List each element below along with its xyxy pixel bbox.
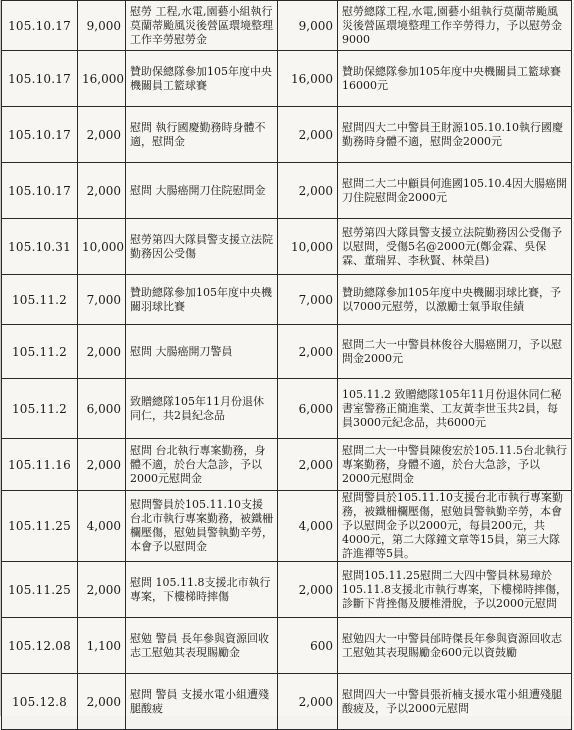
- row-note: 慰問警員於105.11.10支援台北市執行專案勤務，被鐵柵欄壓傷，慰勉員警執勤辛勞，本會予以慰問金予以2000元，每員200元，共4000元，第二大隊鐘文章等15員，第三大隊許進禪等5員。: [338, 491, 572, 562]
- row-note: 慰問105.11.25慰問二大四中警員林易璋於105.11.8支援北市執行專案，下樓梯時摔傷，診斷下背挫傷及腰椎滑脫，予以2000元慰問: [338, 562, 572, 618]
- row-date: 105.11.16: [2, 439, 78, 491]
- table-row: [2, 379, 572, 439]
- table-row: [2, 618, 572, 674]
- row-description: 致贈總隊105年11月份退休同仁，共2員紀念品: [126, 379, 278, 439]
- table-row: [2, 439, 572, 491]
- row-note: 105.11.2 致贈總隊105年11月份退休同仁秘書室警務正簡進業、工友黃李世玉共2員，每員3000元紀念品，共6000元: [338, 379, 572, 439]
- table-row: [2, 1, 572, 51]
- row-date: 105.12.8: [2, 674, 78, 730]
- row-paid-amount: 10,000: [278, 219, 338, 275]
- row-date: 105.10.31: [2, 219, 78, 275]
- row-note: 慰問二大一中警員陳俊宏於105.11.5台北執行專案勤務，身體不適，於台大急診，予以2000元慰問金: [338, 439, 572, 491]
- row-description: 贊助總隊參加105年度中央機關羽球比賽: [126, 275, 278, 325]
- row-date: 105.10.17: [2, 51, 78, 107]
- row-paid-amount: 2,000: [278, 107, 338, 163]
- row-paid-amount: 2,000: [278, 562, 338, 618]
- expense-ledger-table: [1, 0, 572, 730]
- row-note: 慰問二大二中顧員何進國105.10.4因大腸癌開刀住院慰問金2000元: [338, 163, 572, 219]
- row-description: 慰問 執行國慶勤務時身體不適，慰問金: [126, 107, 278, 163]
- table-row: [2, 107, 572, 163]
- row-note: 慰勞總隊工程,水電,園藝小組執行莫蘭蒂颱風災後營區環境整理工作辛勞得力，予以慰勞金9000: [338, 1, 572, 51]
- row-description: 慰勉 警員 長年參與資源回收志工慰勉其表現賜勵金: [126, 618, 278, 674]
- row-paid-amount: 4,000: [278, 491, 338, 562]
- row-amount: 10,000: [78, 219, 126, 275]
- table-row: [2, 163, 572, 219]
- table-row: [2, 275, 572, 325]
- table-row: [2, 562, 572, 618]
- row-paid-amount: 2,000: [278, 674, 338, 730]
- row-description: 慰問 105.11.8支援北市執行專案，下樓梯時摔傷: [126, 562, 278, 618]
- table-row: [2, 51, 572, 107]
- row-description: 贊助保總隊參加105年度中央機關員工籃球賽: [126, 51, 278, 107]
- row-paid-amount: 2,000: [278, 439, 338, 491]
- row-note: 贊助保總隊參加105年度中央機關員工籃球賽16000元: [338, 51, 572, 107]
- row-date: 105.10.17: [2, 163, 78, 219]
- row-paid-amount: 7,000: [278, 275, 338, 325]
- row-amount: 16,000: [78, 51, 126, 107]
- row-amount: 2,000: [78, 439, 126, 491]
- row-date: 105.11.2: [2, 325, 78, 379]
- row-description: 慰問 大腸癌開刀住院慰問金: [126, 163, 278, 219]
- table-row: [2, 674, 572, 730]
- row-paid-amount: 600: [278, 618, 338, 674]
- row-note: 慰問二大一中警員林俊谷大腸癌開刀，予以慰問金2000元: [338, 325, 572, 379]
- row-note: 慰勞第四大隊員警支援立法院勤務因公受傷予以慰問，受傷5名@2000元(鄭金霖、吳保霖、董瑞昇、李秋賢、林榮昌): [338, 219, 572, 275]
- row-note: 慰勉四大一中警員邰時傑長年參與資源回收志工慰勉其表現賜勵金600元以資鼓勵: [338, 618, 572, 674]
- row-amount: 1,100: [78, 618, 126, 674]
- row-amount: 7,000: [78, 275, 126, 325]
- row-amount: 2,000: [78, 562, 126, 618]
- row-date: 105.11.25: [2, 562, 78, 618]
- row-description: 慰問 警員 支援水電小組遭殘腿酸疲: [126, 674, 278, 730]
- row-note: 贊助總隊參加105年度中央機關羽球比賽，予以7000元慰勞，以激勵士氣爭取佳績: [338, 275, 572, 325]
- row-date: 105.11.2: [2, 379, 78, 439]
- row-amount: 4,000: [78, 491, 126, 562]
- row-description: 慰問 台北執行專案勤務，身體不適，於台大急診，予以2000元慰問金: [126, 439, 278, 491]
- row-paid-amount: 9,000: [278, 1, 338, 51]
- row-paid-amount: 2,000: [278, 163, 338, 219]
- row-description: 慰問 大腸癌開刀警員: [126, 325, 278, 379]
- row-date: 105.10.17: [2, 1, 78, 51]
- row-description: 慰勞第四大隊員警支援立法院勤務因公受傷: [126, 219, 278, 275]
- row-amount: 2,000: [78, 163, 126, 219]
- row-note: 慰問四大一中警員張祈楠支援水電小組遭殘腿酸疲及，予以2000元慰問: [338, 674, 572, 730]
- row-paid-amount: 2,000: [278, 325, 338, 379]
- row-date: 105.12.08: [2, 618, 78, 674]
- row-date: 105.11.2: [2, 275, 78, 325]
- row-note: 慰問四大二中警員王財源105.10.10執行國慶勤務時身體不適，慰問金2000元: [338, 107, 572, 163]
- row-description: 慰問警員於105.11.10支援台北市執行專案勤務，被鐵柵欄壓傷，慰勉員警執勤辛勞，本會予以慰問金: [126, 491, 278, 562]
- row-amount: 2,000: [78, 325, 126, 379]
- row-amount: 2,000: [78, 107, 126, 163]
- row-description: 慰勞 工程,水電,園藝小組執行莫蘭蒂颱風災後營區環境整理工作辛勞慰勞金: [126, 1, 278, 51]
- table-row: [2, 325, 572, 379]
- row-amount: 2,000: [78, 674, 126, 730]
- row-date: 105.11.25: [2, 491, 78, 562]
- row-paid-amount: 6,000: [278, 379, 338, 439]
- table-row: [2, 491, 572, 562]
- table-row: [2, 219, 572, 275]
- row-amount: 6,000: [78, 379, 126, 439]
- row-paid-amount: 16,000: [278, 51, 338, 107]
- row-date: 105.10.17: [2, 107, 78, 163]
- row-amount: 9,000: [78, 1, 126, 51]
